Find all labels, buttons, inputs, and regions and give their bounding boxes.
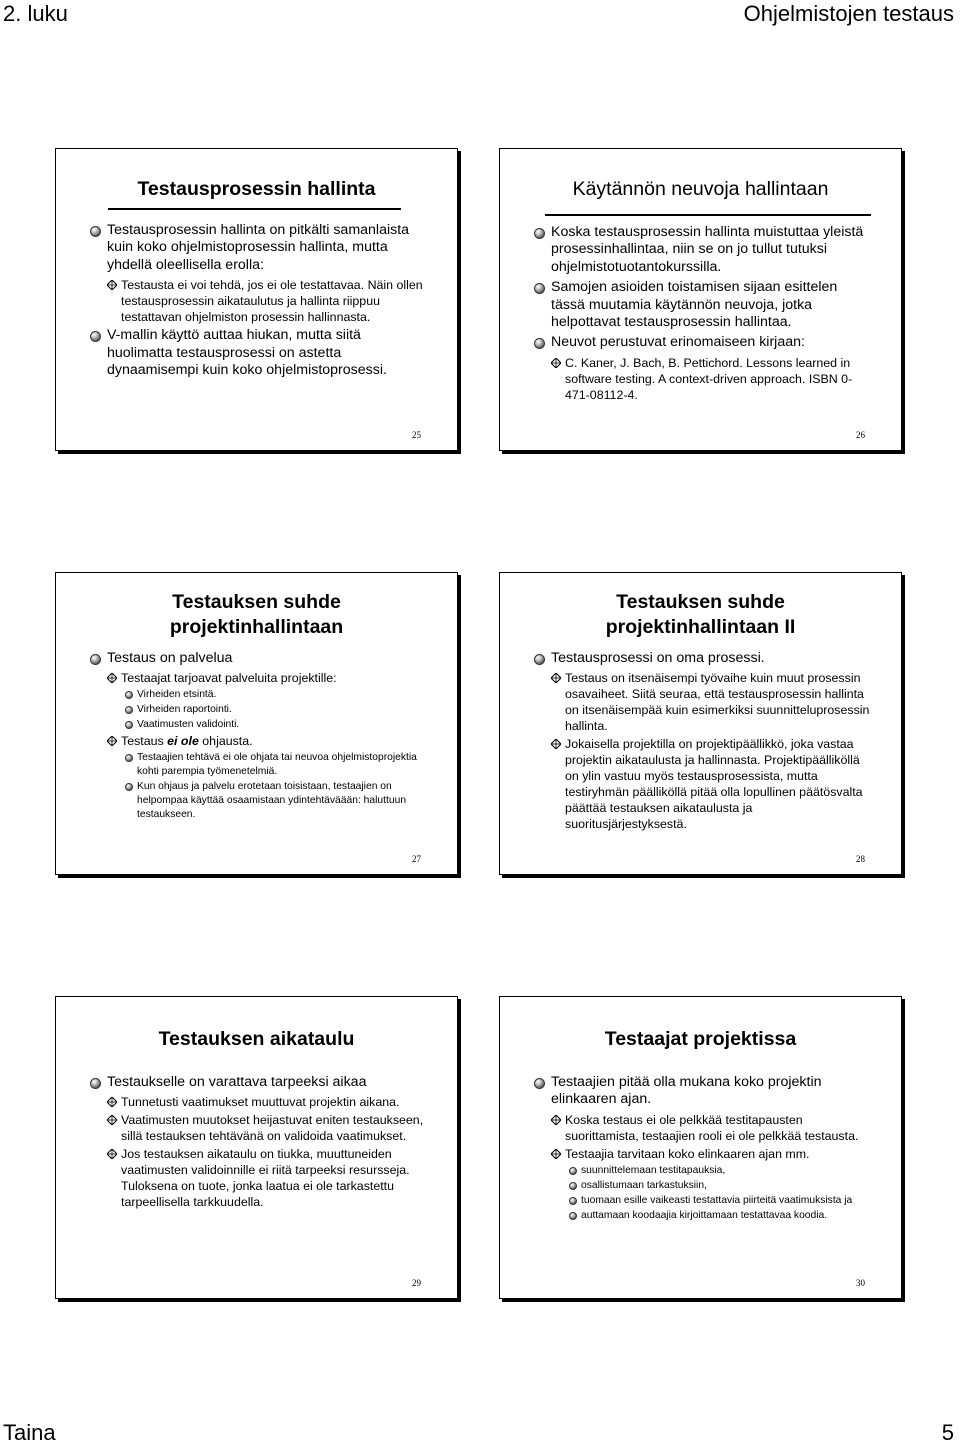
diamond-bullet-icon (107, 673, 117, 683)
sphere-bullet-icon (569, 1167, 577, 1175)
slide-title-line-1: Testauksen suhde (616, 591, 785, 613)
slide-body (90, 222, 427, 382)
list-item: Testausta ei voi tehdä, jos ei ole testattavaa. Näin ollen testausprosessin aikataulutus ja hallinta riippuu testattavan ohjelmiston prosessin hallinnasta. (107, 277, 427, 325)
diamond-bullet-icon (551, 673, 561, 683)
sphere-bullet-icon (534, 228, 545, 239)
slide-title (56, 590, 457, 640)
author-label: Taina (3, 1420, 56, 1445)
diamond-bullet-icon (551, 358, 561, 368)
slide-30 (499, 996, 902, 1299)
list-item: Jokaisella projektilla on projektipäällikkö, joka vastaa projektin aikataulusta ja hallinnasta. Projektipäälliköllä on ylin vastuu myös testausprosessista, mutta testiryhmän päälliköllä pitää olla lopullinen päätösvalta päättää testauksen aikataulusta ja suoritusjärjestyksestä. (551, 736, 875, 832)
slide-body (534, 224, 875, 405)
list-item: Testaajien pitää olla mukana koko projektin elinkaaren ajan. (534, 1074, 875, 1109)
slide-26 (499, 148, 902, 451)
sphere-bullet-icon (90, 226, 101, 237)
list-item: Testaajia tarvitaan koko elinkaaren ajan mm. (551, 1146, 875, 1162)
list-item: Testaus on itsenäisempi työvaihe kuin muut prosessin osavaiheet. Siitä seuraa, että testausprosessin hallinta on itsenäisempää kuin esimerkiksi suunnitteluprosessin hallinta. (551, 670, 875, 734)
slide-title: Käytännön neuvoja hallintaan (572, 178, 829, 200)
slide-title: Testaajat projektissa (604, 1028, 797, 1050)
sphere-bullet-icon (125, 754, 133, 762)
diamond-bullet-icon (107, 1115, 117, 1125)
list-item: Vaatimusten muutokset heijastuvat eniten testaukseen, sillä testauksen tehtävänä on validoida vaatimukset. (107, 1112, 427, 1144)
title-underline (545, 214, 871, 216)
list-item: Testaus ei ole ohjausta. (107, 733, 429, 749)
slide-25 (55, 148, 458, 451)
sphere-bullet-icon (569, 1182, 577, 1190)
page-header (0, 0, 960, 34)
slide-28 (499, 572, 902, 875)
list-item: Testaajien tehtävä ei ole ohjata tai neuvoa ohjelmistoprojektia kohti parempia työmenetelmiä. (125, 751, 429, 779)
sphere-bullet-icon (125, 783, 133, 791)
sphere-bullet-icon (125, 706, 133, 714)
sphere-bullet-icon (569, 1212, 577, 1220)
diamond-bullet-icon (551, 739, 561, 749)
list-item: tuomaan esille vaikeasti testattavia piirteitä vaatimuksista ja (569, 1194, 875, 1208)
list-item: Virheiden etsintä. (125, 688, 429, 702)
slide-title-line-2: projektinhallintaan (169, 616, 344, 638)
list-item: Koska testaus ei ole pelkkää testitapausten suorittamista, testaajien rooli ei ole pelkkää testausta. (551, 1112, 875, 1144)
page-number: 5 (941, 1420, 954, 1445)
list-item: Samojen asioiden toistamisen sijaan esittelen tässä muutamia käytännön neuvoja, jotka helpottavat testausprosessin hallintaa. (534, 279, 875, 331)
list-item: V-mallin käyttö auttaa hiukan, mutta siitä huolimatta testausprosessi on astetta dynaamisempi kuin koko ohjelmistoprosessi. (90, 327, 427, 379)
list-item: Jos testauksen aikataulu on tiukka, muuttuneiden vaatimusten validoinnille ei riitä tarpeeksi resursseja. Tuloksena on tuote, jonka laatua ei ole tarkastettu tarpeellisella tarkkuudella. (107, 1146, 427, 1210)
slide-body (90, 650, 429, 823)
slide-number: 29 (412, 1278, 421, 1288)
sphere-bullet-icon (90, 331, 101, 342)
slide-27 (55, 572, 458, 875)
slide-number: 25 (412, 430, 421, 440)
sphere-bullet-icon (534, 338, 545, 349)
list-item: Testausprosessin hallinta on pitkälti samanlaista kuin koko ohjelmistoprosessin hallinta, mutta yhdellä oleellisella erolla: (90, 222, 427, 274)
list-item: auttamaan koodaajia kirjoittamaan testattavaa koodia. (569, 1209, 875, 1223)
slide-title: Testausprosessin hallinta (137, 178, 376, 200)
slide-number: 27 (412, 854, 421, 864)
slide-29 (55, 996, 458, 1299)
sphere-bullet-icon (90, 654, 101, 665)
list-item: Kun ohjaus ja palvelu erotetaan toisistaan, testaajien on helpompaa käyttää osaamistaan ydintehtäväään: haluttuun testaukseen. (125, 780, 429, 822)
list-item: Neuvot perustuvat erinomaiseen kirjaan: (534, 334, 875, 351)
list-item: Vaatimusten validointi. (125, 718, 429, 732)
slide-title-line-2: projektinhallintaan II (605, 616, 796, 638)
list-item: Testausprosessi on oma prosessi. (534, 650, 875, 667)
diamond-bullet-icon (551, 1149, 561, 1159)
diamond-bullet-icon (107, 280, 117, 290)
slide-number: 30 (856, 1278, 865, 1288)
list-item: Koska testausprosessin hallinta muistuttaa yleistä prosessinhallintaa, niin se on jo tullut tutuksi ohjelmistotuotantokurssilla. (534, 224, 875, 276)
topic-label: Ohjelmistojen testaus (743, 1, 954, 26)
list-item: suunnittelemaan testitapauksia, (569, 1164, 875, 1178)
sphere-bullet-icon (534, 1078, 545, 1089)
list-item: Virheiden raportointi. (125, 703, 429, 717)
sphere-bullet-icon (569, 1197, 577, 1205)
slide-number: 28 (856, 854, 865, 864)
diamond-bullet-icon (551, 1115, 561, 1125)
diamond-bullet-icon (107, 1149, 117, 1159)
emphasis-text: ei ole (167, 734, 199, 749)
diamond-bullet-icon (107, 1097, 117, 1107)
list-item: Tunnetusti vaatimukset muuttuvat projektin aikana. (107, 1094, 427, 1110)
slide-number: 26 (856, 430, 865, 440)
list-item: C. Kaner, J. Bach, B. Pettichord. Lessons learned in software testing. A context-driven approach. ISBN 0-471-08112-4. (551, 355, 875, 403)
sphere-bullet-icon (125, 721, 133, 729)
list-item: osallistumaan tarkastuksiin, (569, 1179, 875, 1193)
slide-title (500, 590, 901, 640)
sphere-bullet-icon (534, 283, 545, 294)
list-item: Testaukselle on varattava tarpeeksi aikaa (90, 1074, 427, 1091)
list-item: Testaus on palvelua (90, 650, 429, 667)
sphere-bullet-icon (534, 654, 545, 665)
slide-body (90, 1074, 427, 1212)
chapter-label: 2. luku (3, 1, 68, 26)
sphere-bullet-icon (90, 1078, 101, 1089)
list-item: Testaajat tarjoavat palveluita projektille: (107, 670, 429, 686)
page-footer (0, 1416, 960, 1447)
title-underline (108, 208, 401, 210)
sphere-bullet-icon (125, 691, 133, 699)
slide-body (534, 650, 875, 834)
slide-title-line-1: Testauksen suhde (172, 591, 341, 613)
slide-body (534, 1074, 875, 1224)
diamond-bullet-icon (107, 736, 117, 746)
slide-title: Testauksen aikataulu (158, 1028, 355, 1050)
